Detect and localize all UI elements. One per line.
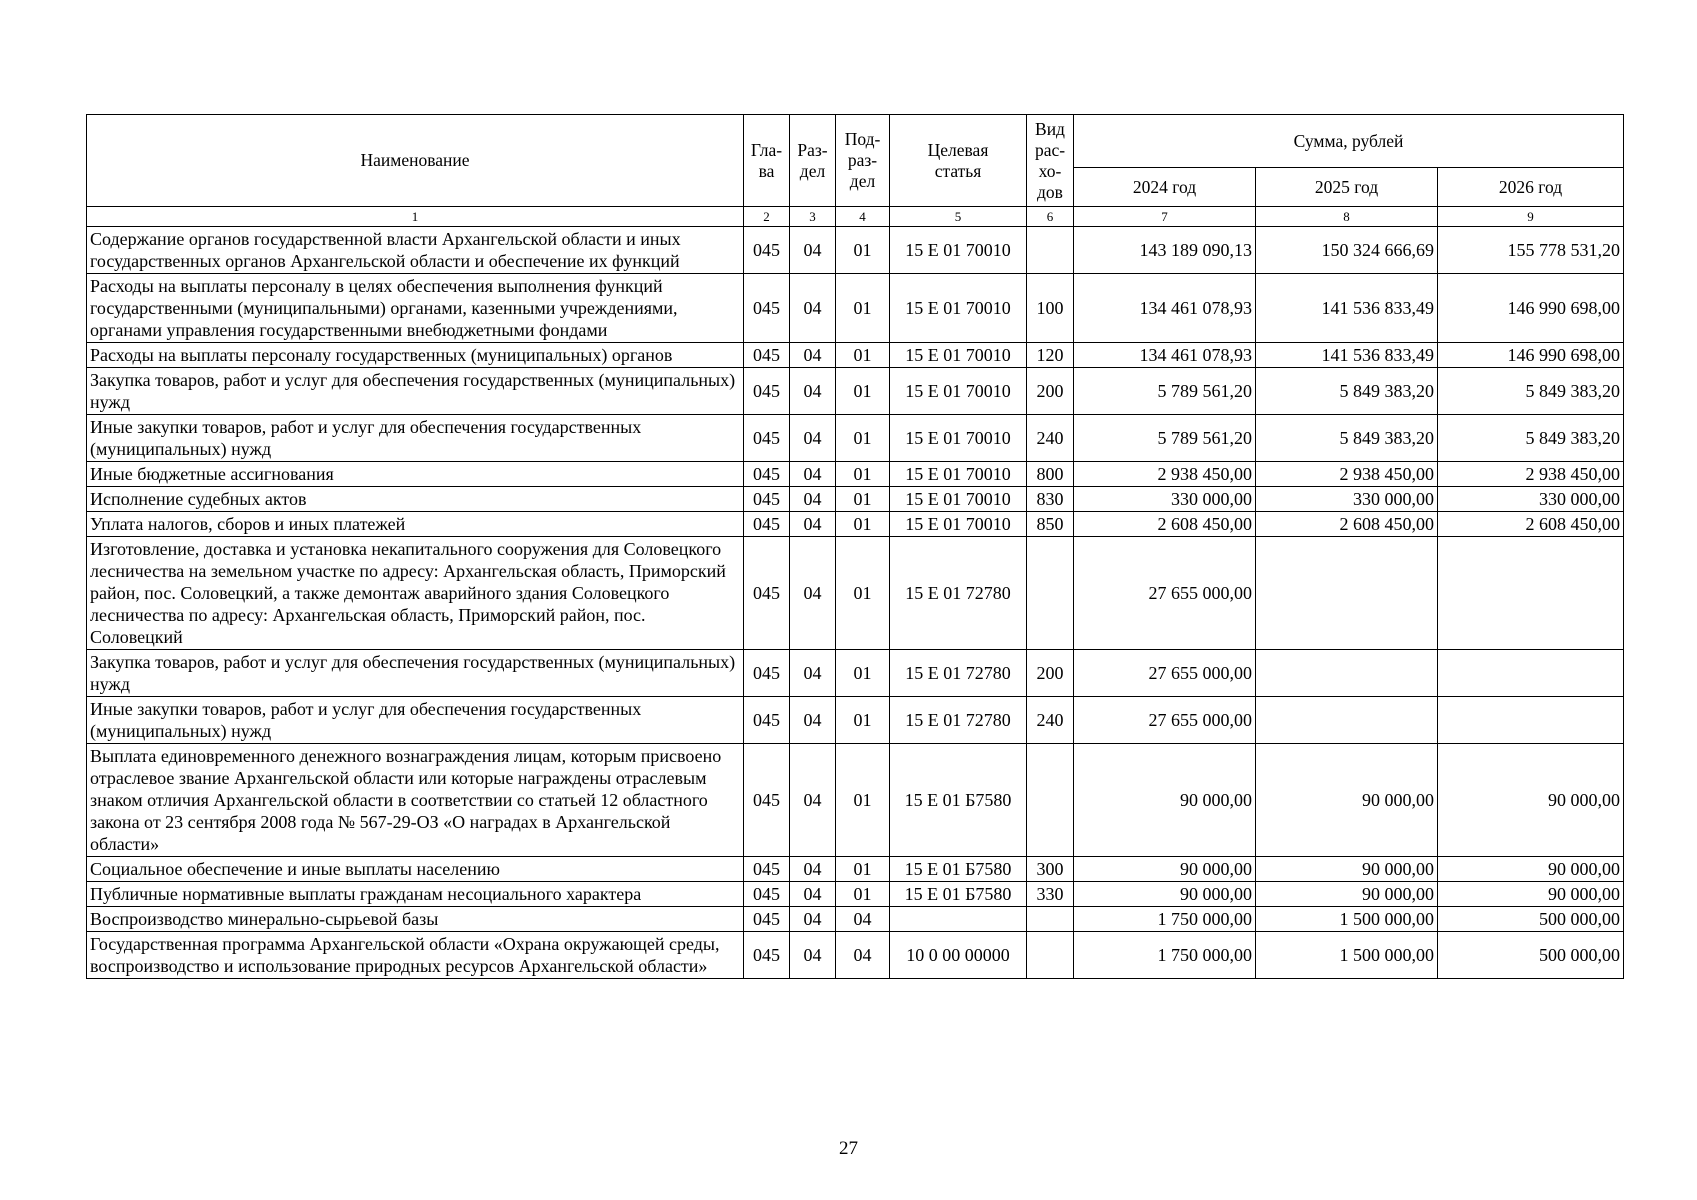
table-row — [87, 227, 1624, 274]
column-number: 7 — [1074, 207, 1256, 227]
cell-name: Социальное обеспечение и иные выплаты населению — [87, 857, 744, 882]
cell-vid-raskhodov: 240 — [1027, 415, 1074, 462]
cell-razdel: 04 — [790, 227, 836, 274]
cell-name: Иные закупки товаров, работ и услуг для обеспечения государственных (муниципальных) нужд — [87, 415, 744, 462]
cell-sum-2024: 330 000,00 — [1074, 487, 1256, 512]
cell-sum-2024: 134 461 078,93 — [1074, 274, 1256, 343]
cell-glava: 045 — [744, 343, 790, 368]
cell-vid-raskhodov: 120 — [1027, 343, 1074, 368]
cell-razdel: 04 — [790, 487, 836, 512]
cell-razdel: 04 — [790, 907, 836, 932]
cell-podrazdel: 04 — [836, 907, 890, 932]
cell-podrazdel: 01 — [836, 650, 890, 697]
cell-tselevaya-statya: 15 Е 01 72780 — [890, 650, 1027, 697]
cell-razdel: 04 — [790, 932, 836, 979]
cell-podrazdel: 01 — [836, 744, 890, 857]
cell-sum-2024: 134 461 078,93 — [1074, 343, 1256, 368]
cell-glava: 045 — [744, 512, 790, 537]
cell-sum-2025 — [1256, 650, 1438, 697]
cell-tselevaya-statya: 15 Е 01 70010 — [890, 462, 1027, 487]
cell-tselevaya-statya: 15 Е 01 70010 — [890, 512, 1027, 537]
cell-glava: 045 — [744, 882, 790, 907]
cell-sum-2025: 90 000,00 — [1256, 744, 1438, 857]
cell-glava: 045 — [744, 932, 790, 979]
cell-name: Публичные нормативные выплаты гражданам несоциального характера — [87, 882, 744, 907]
cell-podrazdel: 04 — [836, 932, 890, 979]
cell-tselevaya-statya: 15 Е 01 Б7580 — [890, 857, 1027, 882]
header-glava: Гла- ва — [744, 115, 790, 207]
cell-tselevaya-statya: 15 Е 01 Б7580 — [890, 882, 1027, 907]
table-row — [87, 857, 1624, 882]
cell-sum-2025: 5 849 383,20 — [1256, 415, 1438, 462]
cell-tselevaya-statya: 15 Е 01 72780 — [890, 537, 1027, 650]
cell-vid-raskhodov: 330 — [1027, 882, 1074, 907]
cell-sum-2024: 1 750 000,00 — [1074, 932, 1256, 979]
table-row — [87, 932, 1624, 979]
cell-tselevaya-statya: 15 Е 01 70010 — [890, 274, 1027, 343]
cell-vid-raskhodov — [1027, 744, 1074, 857]
cell-vid-raskhodov: 850 — [1027, 512, 1074, 537]
cell-tselevaya-statya: 15 Е 01 72780 — [890, 697, 1027, 744]
column-number: 2 — [744, 207, 790, 227]
header-tselevaya-statya: Целевая статья — [890, 115, 1027, 207]
cell-razdel: 04 — [790, 343, 836, 368]
cell-name: Расходы на выплаты персоналу государственных (муниципальных) органов — [87, 343, 744, 368]
table-row — [87, 650, 1624, 697]
cell-sum-2026 — [1438, 537, 1624, 650]
table-row — [87, 697, 1624, 744]
cell-vid-raskhodov — [1027, 932, 1074, 979]
cell-sum-2024: 27 655 000,00 — [1074, 537, 1256, 650]
column-number: 9 — [1438, 207, 1624, 227]
cell-tselevaya-statya: 10 0 00 00000 — [890, 932, 1027, 979]
cell-glava: 045 — [744, 857, 790, 882]
cell-sum-2026: 2 608 450,00 — [1438, 512, 1624, 537]
cell-sum-2025: 90 000,00 — [1256, 882, 1438, 907]
cell-sum-2024: 90 000,00 — [1074, 857, 1256, 882]
cell-sum-2025: 330 000,00 — [1256, 487, 1438, 512]
cell-sum-2026: 146 990 698,00 — [1438, 343, 1624, 368]
table-row — [87, 882, 1624, 907]
cell-name: Уплата налогов, сборов и иных платежей — [87, 512, 744, 537]
budget-table-sheet — [86, 114, 1623, 979]
cell-name: Расходы на выплаты персоналу в целях обеспечения выполнения функций государственными (муниципальными) органами, казенными учреждениями, органами управления государственными внебюджетными фондами — [87, 274, 744, 343]
cell-sum-2025: 150 324 666,69 — [1256, 227, 1438, 274]
cell-name: Закупка товаров, работ и услуг для обеспечения государственных (муниципальных) нужд — [87, 650, 744, 697]
column-number: 5 — [890, 207, 1027, 227]
cell-razdel: 04 — [790, 512, 836, 537]
cell-vid-raskhodov: 100 — [1027, 274, 1074, 343]
header-razdel: Раз- дел — [790, 115, 836, 207]
cell-vid-raskhodov — [1027, 907, 1074, 932]
cell-glava: 045 — [744, 415, 790, 462]
header-summa: Сумма, рублей — [1074, 115, 1624, 168]
cell-razdel: 04 — [790, 650, 836, 697]
cell-name: Выплата единовременного денежного вознаграждения лицам, которым присвоено отраслевое звание Архангельской области или которые награждены отраслевым знаком отличия Архангельской области в соответствии со статьей 12 областного закона от 23 сентября 2008 года № 567-29-ОЗ «О наградах в Архангельской области» — [87, 744, 744, 857]
cell-podrazdel: 01 — [836, 462, 890, 487]
cell-razdel: 04 — [790, 415, 836, 462]
cell-podrazdel: 01 — [836, 487, 890, 512]
cell-sum-2024: 5 789 561,20 — [1074, 415, 1256, 462]
cell-glava: 045 — [744, 487, 790, 512]
cell-sum-2025: 1 500 000,00 — [1256, 907, 1438, 932]
cell-name: Иные бюджетные ассигнования — [87, 462, 744, 487]
cell-sum-2026: 2 938 450,00 — [1438, 462, 1624, 487]
cell-razdel: 04 — [790, 368, 836, 415]
column-number: 3 — [790, 207, 836, 227]
table-header — [87, 115, 1624, 227]
cell-vid-raskhodov: 830 — [1027, 487, 1074, 512]
header-year-2025: 2025 год — [1256, 168, 1438, 207]
column-number: 8 — [1256, 207, 1438, 227]
cell-sum-2026: 90 000,00 — [1438, 882, 1624, 907]
cell-vid-raskhodov: 800 — [1027, 462, 1074, 487]
table-row — [87, 415, 1624, 462]
cell-glava: 045 — [744, 368, 790, 415]
cell-razdel: 04 — [790, 537, 836, 650]
cell-sum-2026: 5 849 383,20 — [1438, 415, 1624, 462]
cell-vid-raskhodov — [1027, 227, 1074, 274]
cell-sum-2026: 500 000,00 — [1438, 932, 1624, 979]
cell-vid-raskhodov: 240 — [1027, 697, 1074, 744]
table-row — [87, 907, 1624, 932]
cell-tselevaya-statya: 15 Е 01 70010 — [890, 487, 1027, 512]
cell-vid-raskhodov: 200 — [1027, 650, 1074, 697]
cell-sum-2024: 90 000,00 — [1074, 882, 1256, 907]
column-number: 1 — [87, 207, 744, 227]
cell-sum-2026 — [1438, 650, 1624, 697]
cell-tselevaya-statya — [890, 907, 1027, 932]
header-name: Наименование — [87, 115, 744, 207]
cell-sum-2024: 5 789 561,20 — [1074, 368, 1256, 415]
table-row — [87, 343, 1624, 368]
cell-sum-2024: 1 750 000,00 — [1074, 907, 1256, 932]
cell-vid-raskhodov: 300 — [1027, 857, 1074, 882]
cell-podrazdel: 01 — [836, 512, 890, 537]
cell-razdel: 04 — [790, 274, 836, 343]
cell-vid-raskhodov: 200 — [1027, 368, 1074, 415]
cell-sum-2026: 155 778 531,20 — [1438, 227, 1624, 274]
cell-tselevaya-statya: 15 Е 01 70010 — [890, 368, 1027, 415]
cell-sum-2026: 330 000,00 — [1438, 487, 1624, 512]
cell-glava: 045 — [744, 227, 790, 274]
cell-sum-2024: 27 655 000,00 — [1074, 650, 1256, 697]
cell-sum-2025: 90 000,00 — [1256, 857, 1438, 882]
cell-sum-2024: 2 608 450,00 — [1074, 512, 1256, 537]
cell-sum-2024: 27 655 000,00 — [1074, 697, 1256, 744]
cell-name: Изготовление, доставка и установка некапитального сооружения для Соловецкого лесничества на земельном участке по адресу: Архангельская область, Приморский район, пос. Соловецкий, а также демонтаж аварийного здания Соловецкого лесничества по адресу: Архангельская область, Приморский район, пос. Соловецкий — [87, 537, 744, 650]
cell-sum-2026: 500 000,00 — [1438, 907, 1624, 932]
cell-sum-2025: 141 536 833,49 — [1256, 343, 1438, 368]
cell-name: Содержание органов государственной власти Архангельской области и иных государственных органов Архангельской области и обеспечение их функций — [87, 227, 744, 274]
cell-sum-2026: 5 849 383,20 — [1438, 368, 1624, 415]
table-row — [87, 512, 1624, 537]
table-row — [87, 744, 1624, 857]
cell-name: Закупка товаров, работ и услуг для обеспечения государственных (муниципальных) нужд — [87, 368, 744, 415]
table-body — [87, 227, 1624, 979]
table-row — [87, 537, 1624, 650]
budget-table — [86, 114, 1624, 979]
cell-razdel: 04 — [790, 857, 836, 882]
cell-sum-2025: 1 500 000,00 — [1256, 932, 1438, 979]
header-year-2024: 2024 год — [1074, 168, 1256, 207]
cell-sum-2025: 2 608 450,00 — [1256, 512, 1438, 537]
cell-tselevaya-statya: 15 Е 01 Б7580 — [890, 744, 1027, 857]
cell-podrazdel: 01 — [836, 697, 890, 744]
cell-name: Иные закупки товаров, работ и услуг для обеспечения государственных (муниципальных) нужд — [87, 697, 744, 744]
cell-sum-2024: 143 189 090,13 — [1074, 227, 1256, 274]
cell-podrazdel: 01 — [836, 857, 890, 882]
cell-sum-2024: 90 000,00 — [1074, 744, 1256, 857]
cell-glava: 045 — [744, 462, 790, 487]
cell-glava: 045 — [744, 907, 790, 932]
cell-sum-2025: 141 536 833,49 — [1256, 274, 1438, 343]
cell-sum-2025: 5 849 383,20 — [1256, 368, 1438, 415]
cell-sum-2026: 90 000,00 — [1438, 744, 1624, 857]
table-row — [87, 368, 1624, 415]
cell-podrazdel: 01 — [836, 415, 890, 462]
cell-razdel: 04 — [790, 697, 836, 744]
cell-podrazdel: 01 — [836, 274, 890, 343]
cell-sum-2025 — [1256, 697, 1438, 744]
cell-glava: 045 — [744, 537, 790, 650]
cell-tselevaya-statya: 15 Е 01 70010 — [890, 415, 1027, 462]
column-number: 6 — [1027, 207, 1074, 227]
cell-name: Исполнение судебных актов — [87, 487, 744, 512]
cell-razdel: 04 — [790, 744, 836, 857]
cell-sum-2026: 90 000,00 — [1438, 857, 1624, 882]
cell-glava: 045 — [744, 697, 790, 744]
cell-sum-2026 — [1438, 697, 1624, 744]
cell-razdel: 04 — [790, 462, 836, 487]
header-year-2026: 2026 год — [1438, 168, 1624, 207]
cell-razdel: 04 — [790, 882, 836, 907]
cell-glava: 045 — [744, 744, 790, 857]
cell-podrazdel: 01 — [836, 368, 890, 415]
cell-glava: 045 — [744, 274, 790, 343]
cell-tselevaya-statya: 15 Е 01 70010 — [890, 343, 1027, 368]
column-number-row — [87, 207, 1624, 227]
cell-podrazdel: 01 — [836, 343, 890, 368]
cell-sum-2024: 2 938 450,00 — [1074, 462, 1256, 487]
cell-name: Государственная программа Архангельской области «Охрана окружающей среды, воспроизводство и использование природных ресурсов Архангельской области» — [87, 932, 744, 979]
page-number: 27 — [839, 1138, 858, 1159]
cell-sum-2025 — [1256, 537, 1438, 650]
cell-glava: 045 — [744, 650, 790, 697]
cell-sum-2025: 2 938 450,00 — [1256, 462, 1438, 487]
cell-name: Воспроизводство минерально-сырьевой базы — [87, 907, 744, 932]
column-number: 4 — [836, 207, 890, 227]
cell-vid-raskhodov — [1027, 537, 1074, 650]
table-row — [87, 487, 1624, 512]
cell-tselevaya-statya: 15 Е 01 70010 — [890, 227, 1027, 274]
cell-podrazdel: 01 — [836, 537, 890, 650]
header-vid-raskhodov: Вид рас- хо- дов — [1027, 115, 1074, 207]
cell-podrazdel: 01 — [836, 227, 890, 274]
cell-podrazdel: 01 — [836, 882, 890, 907]
table-row — [87, 462, 1624, 487]
table-row — [87, 274, 1624, 343]
cell-sum-2026: 146 990 698,00 — [1438, 274, 1624, 343]
header-podrazdel: Под- раз- дел — [836, 115, 890, 207]
